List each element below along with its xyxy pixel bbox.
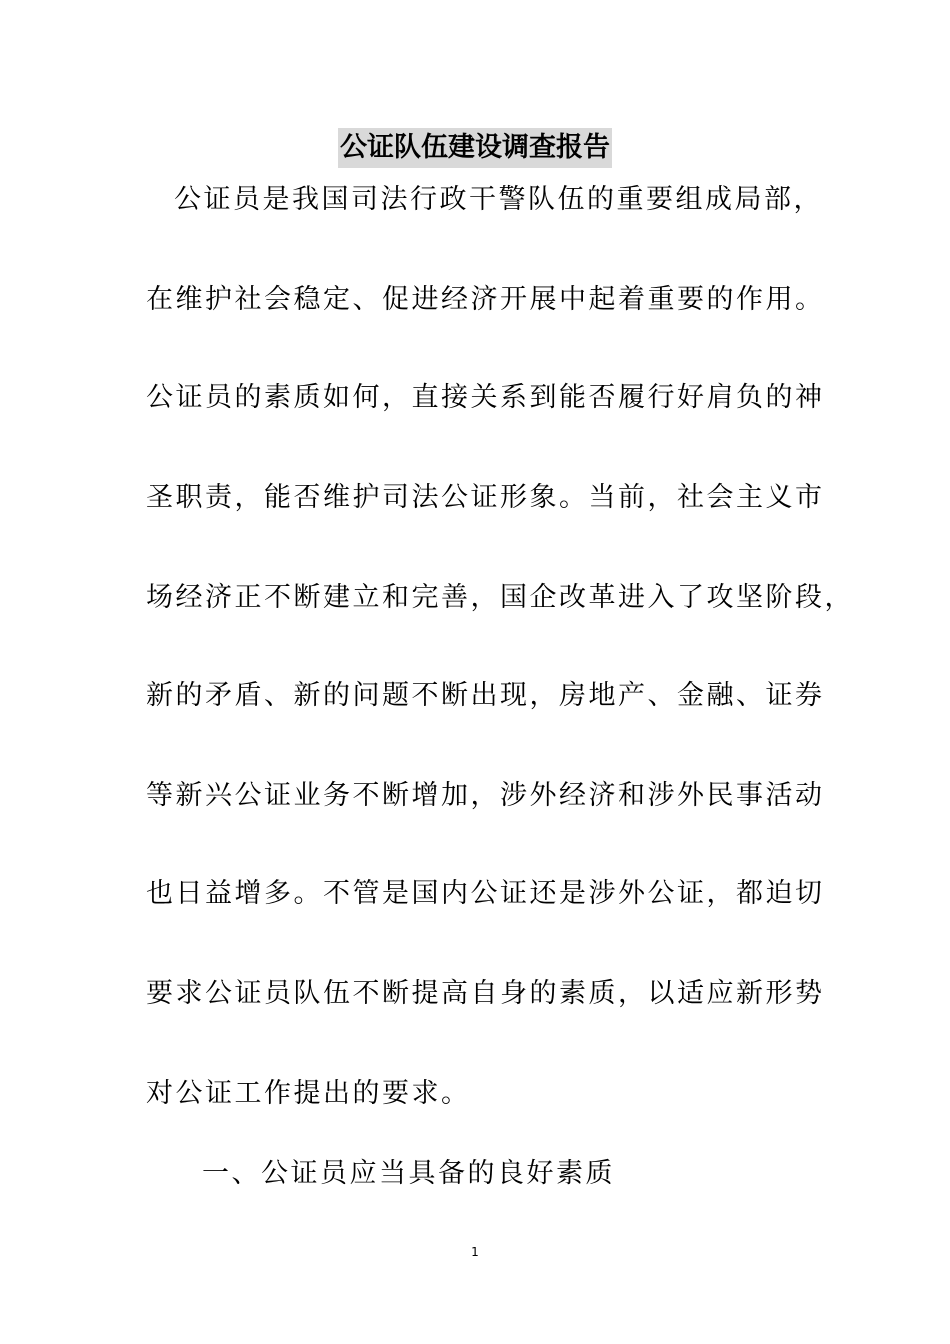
paragraph-line: 新的矛盾、新的问题不断出现，房地产、金融、证券 xyxy=(146,680,825,711)
paragraph-line: 公证员的素质如何，直接关系到能否履行好肩负的神 xyxy=(146,382,825,413)
document-title: 公证队伍建设调查报告 xyxy=(338,128,612,168)
paragraph-line: 在维护社会稳定、促进经济开展中起着重要的作用。 xyxy=(146,284,825,315)
section-heading: 一、公证员应当具备的良好素质 xyxy=(202,1158,615,1189)
page-number: 1 xyxy=(471,1245,479,1259)
paragraph-line: 等新兴公证业务不断增加，涉外经济和涉外民事活动 xyxy=(146,780,825,811)
paragraph-line: 圣职责，能否维护司法公证形象。当前，社会主义市 xyxy=(146,482,825,513)
paragraph-line: 公证员是我国司法行政干警队伍的重要组成局部， xyxy=(174,184,823,215)
paragraph-line: 场经济正不断建立和完善，国企改革进入了攻坚阶段， xyxy=(146,582,854,613)
title-container xyxy=(0,128,950,168)
paragraph-line: 也日益增多。不管是国内公证还是涉外公证，都迫切 xyxy=(146,878,825,909)
paragraph-line: 对公证工作提出的要求。 xyxy=(146,1078,471,1109)
paragraph-line: 要求公证员队伍不断提高自身的素质，以适应新形势 xyxy=(146,978,825,1009)
